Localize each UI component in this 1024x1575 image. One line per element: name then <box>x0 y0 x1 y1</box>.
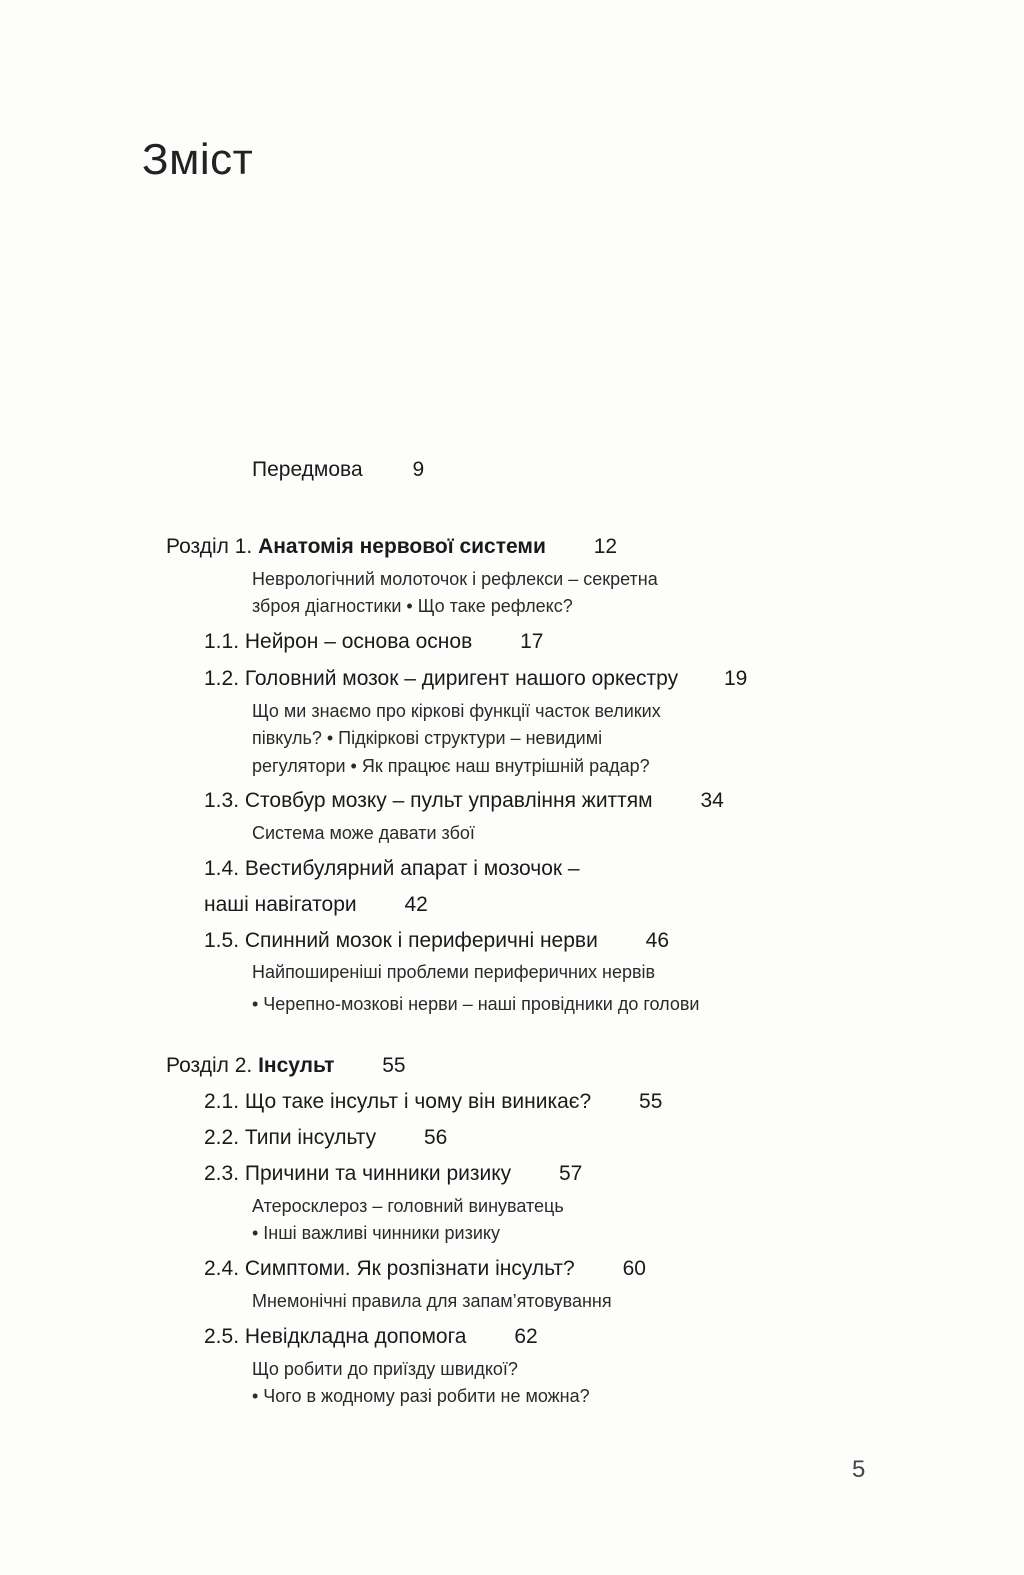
section-2-1-page: 55 <box>639 1090 663 1113</box>
section-1-1-label: 1.1. Нейрон – основа основ <box>204 630 473 653</box>
section-2-5-subtopics-line-2: • Чого в жодному разі робити не можна? <box>252 1386 590 1406</box>
section-1-5-subtopics-line-2: • Черепно-мозкові нерви – наші провідники до голови <box>252 994 700 1014</box>
section-1-2-label: 1.2. Головний мозок – диригент нашого оркестру <box>204 667 679 690</box>
section-2-2-label: 2.2. Типи інсульту <box>204 1126 377 1149</box>
section-2-5-subtopics-line-1: Що робити до приїзду швидкої? <box>252 1359 518 1379</box>
chapter-2-prefix: Розділ 2. <box>166 1054 253 1077</box>
section-1-1-page: 17 <box>520 630 544 653</box>
section-1-5-subtopics-line-1: Найпоширеніші проблеми периферичних нервів <box>252 962 656 982</box>
toc-section-2-1[interactable] <box>204 1088 662 1116</box>
chapter-1-subtopics-line-2: зброя діагностики • Що таке рефлекс? <box>252 596 573 616</box>
section-1-3-page: 34 <box>700 789 724 812</box>
section-2-3-page: 57 <box>558 1162 583 1185</box>
page-number: 5 <box>852 1456 866 1483</box>
section-2-5-label: 2.5. Невідкладна допомога <box>204 1325 467 1348</box>
section-1-4-label-2: наші навігатори <box>204 893 357 916</box>
toc-section-1-2[interactable] <box>204 665 747 693</box>
section-2-3-subtopics-line-2: • Інші важливі чинники ризику <box>252 1223 500 1243</box>
section-1-3-label: 1.3. Стовбур мозку – пульт управління життям <box>204 789 653 812</box>
section-2-4-page: 60 <box>622 1257 646 1280</box>
section-2-4-label: 2.4. Симптоми. Як розпізнати інсульт? <box>204 1257 575 1280</box>
section-2-3-label: 2.3. Причини та чинники ризику <box>204 1162 512 1185</box>
toc-chapter-1[interactable] <box>166 533 617 561</box>
toc-section-2-2[interactable] <box>204 1124 447 1152</box>
chapter-1-page: 12 <box>593 535 618 558</box>
section-1-2-subtopics-line-2: півкуль? • Підкіркові структури – невидимі <box>252 728 603 748</box>
section-2-5-page: 62 <box>514 1325 538 1348</box>
toc-chapter-2[interactable] <box>166 1052 406 1080</box>
toc-foreword-label: Передмова <box>252 458 363 481</box>
toc-foreword-page: 9 <box>412 458 425 481</box>
chapter-2-page: 55 <box>382 1054 406 1077</box>
toc-section-2-4[interactable] <box>204 1255 646 1283</box>
toc-section-1-3[interactable] <box>204 787 724 815</box>
section-1-3-subtopics-line-1: Система може давати збої <box>252 823 475 843</box>
toc-section-2-3[interactable] <box>204 1160 582 1188</box>
chapter-1-prefix: Розділ 1. <box>166 535 253 558</box>
section-1-5-page: 46 <box>645 929 670 952</box>
section-2-4-subtopics-line-1: Мнемонічні правила для запам’ятовування <box>252 1291 612 1311</box>
section-1-2-subtopics-line-3: регулятори • Як працює наш внутрішній радар? <box>252 756 650 776</box>
toc-section-2-5[interactable] <box>204 1323 538 1351</box>
section-2-1-label: 2.1. Що таке інсульт і чому він виникає? <box>204 1090 592 1113</box>
page-title: Зміст <box>142 135 254 184</box>
toc-foreword[interactable] <box>252 456 424 484</box>
section-1-5-label: 1.5. Спинний мозок і периферичні нерви <box>204 929 598 952</box>
section-2-2-page: 56 <box>424 1126 448 1149</box>
toc-section-1-4-continued[interactable] <box>204 891 428 919</box>
section-1-2-subtopics-line-1: Що ми знаємо про кіркові функції часток великих <box>252 701 661 721</box>
toc-section-1-4[interactable] <box>204 855 580 883</box>
section-1-4-page: 42 <box>404 893 428 916</box>
toc-section-1-5[interactable] <box>204 927 669 955</box>
toc-section-1-1[interactable] <box>204 628 543 656</box>
section-1-4-label: 1.4. Вестибулярний апарат і мозочок – <box>204 857 580 880</box>
chapter-1-subtopics-line-1: Неврологічний молоточок і рефлекси – секретна <box>252 569 658 589</box>
section-1-2-page: 19 <box>723 667 748 690</box>
chapter-2-title: Інсульт <box>258 1054 335 1077</box>
section-2-3-subtopics-line-1: Атеросклероз – головний винуватець <box>252 1196 564 1216</box>
chapter-1-title: Анатомія нервової системи <box>258 535 546 558</box>
